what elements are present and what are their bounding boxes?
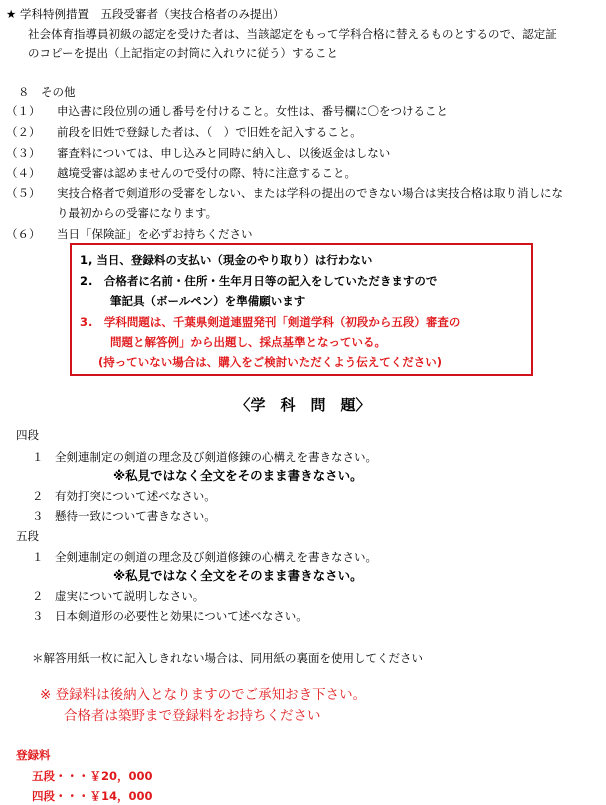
notice-line-3a: 3. 学科問題は、千葉県剣道連盟発刊「剣道学科（初段から五段）審査の xyxy=(80,315,461,329)
list-item-text: 当日「保険証」を必ずお持ちください xyxy=(57,227,253,241)
list-item-num: （３） xyxy=(6,146,41,160)
notice-line-2b: 筆記具（ボールペン）を準備願います xyxy=(110,294,306,308)
star-heading: ★ 学科特例措置 五段受審者（実技合格者のみ提出） xyxy=(6,7,285,21)
yondan-question-3: ３ 懸待一致について書きなさい。 xyxy=(32,509,216,523)
section-8-title: ８ その他 xyxy=(18,85,76,99)
godan-question-2: ２ 虚実について説明しなさい。 xyxy=(32,589,205,603)
list-item-text: 申込書に段位別の通し番号を付けること。女性は、番号欄に〇をつけること xyxy=(57,104,448,118)
list-item-text: 越境受審は認めませんので受付の際、特に注意すること。 xyxy=(57,166,356,180)
star-body-line-1: 社会体育指導員初級の認定を受けた者は、当該認定をもって学科合格に替えるものとするので、認定証 xyxy=(28,27,557,41)
notice-line-3c: (持っていない場合は、購入をご検討いただくよう伝えてください) xyxy=(98,355,443,369)
notice-line-3b: 問題と解答例」から出題し、採点基準となっている。 xyxy=(110,335,386,349)
exam-heading: 〈学 科 問 題〉 xyxy=(235,396,371,414)
notice-line-1: 1, 当日、登録料の支払い（現金のやり取り）は行わない xyxy=(80,253,373,267)
fee-yondan: 四段・・・￥14，000 xyxy=(32,789,153,803)
godan-question-1: １ 全剣連制定の剣道の理念及び剣道修錬の心構えを書きなさい。 xyxy=(32,550,377,564)
registration-notice-line-1: ※ 登録料は後納入となりますのでご承知おき下さい。 xyxy=(40,687,367,703)
list-item-text: 前段を旧姓で登録した者は、（ ）で旧姓を記入すること。 xyxy=(57,125,362,139)
list-item-num: （６） xyxy=(6,227,41,241)
list-item-num: （２） xyxy=(6,125,41,139)
list-item-num: （４） xyxy=(6,166,41,180)
registration-notice-line-2: 合格者は築野まで登録料をお持ちください xyxy=(64,708,321,724)
yondan-question-2: ２ 有効打突について述べなさい。 xyxy=(32,489,216,503)
star-body-line-2: のコピーを提出（上記指定の封筒に入れウに従う）すること xyxy=(28,46,339,60)
list-item-text: 審査料については、申し込みと同時に納入し、以後返金はしない xyxy=(57,146,391,160)
fees-title: 登録料 xyxy=(16,748,51,762)
fee-godan: 五段・・・￥20，000 xyxy=(32,769,153,783)
list-item-text: 実技合格者で剣道形の受審をしない、または学科の提出のできない場合は実技合格は取り消しにな xyxy=(57,186,563,200)
yondan-title: 四段 xyxy=(16,428,39,442)
list-item-num: （５） xyxy=(6,186,41,200)
notice-line-2a: 2. 合格者に名前・住所・生年月日等の記入をしていただきますので xyxy=(80,274,438,288)
godan-note: ※私見ではなく全文をそのまま書きなさい。 xyxy=(113,568,363,583)
godan-title: 五段 xyxy=(16,529,39,543)
answer-sheet-note: ＊解答用紙一枚に記入しきれない場合は、同用紙の裏面を使用してください xyxy=(32,651,423,665)
yondan-question-1: １ 全剣連制定の剣道の理念及び剣道修錬の心構えを書きなさい。 xyxy=(32,450,377,464)
list-item-num: （１） xyxy=(6,104,41,118)
list-item-text-continued: り最初からの受審になります。 xyxy=(57,206,218,220)
yondan-note: ※私見ではなく全文をそのまま書きなさい。 xyxy=(113,468,363,483)
godan-question-3: ３ 日本剣道形の必要性と効果について述べなさい。 xyxy=(32,609,308,623)
